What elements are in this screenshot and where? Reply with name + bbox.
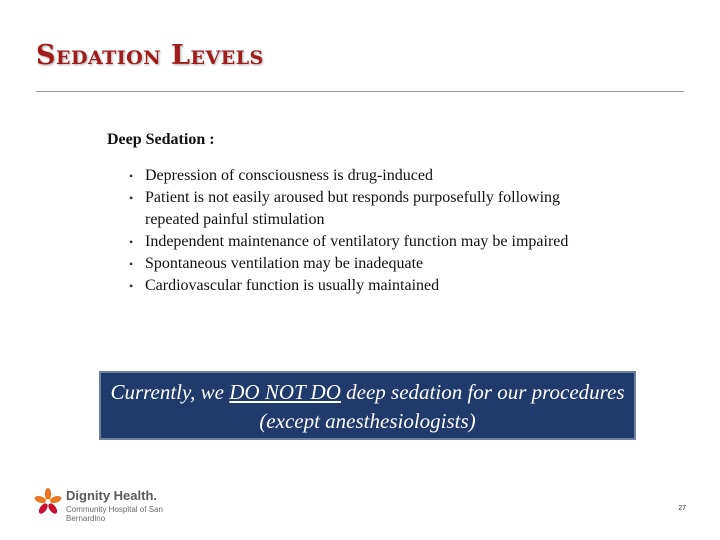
bullet-item: • Cardiovascular function is usually maintained — [127, 275, 597, 297]
logo-subtitle: Community Hospital of San Bernardino — [66, 505, 163, 523]
section-heading: Deep Sedation : — [107, 131, 215, 148]
callout-box — [99, 371, 636, 440]
callout-text-end: deep sedation for our procedures (except anesthesiologists) — [259, 380, 625, 433]
bullet-item: • Patient is not easily aroused but responds purposefully following repeated painful stimulation — [127, 187, 597, 231]
slide-title: Sedation Levels — [36, 40, 264, 71]
bullet-list — [127, 165, 597, 297]
bullet-item: • Depression of consciousness is drug-induced — [127, 165, 597, 187]
dignity-health-logo-icon — [34, 488, 62, 518]
callout-emphasis: DO NOT DO — [229, 380, 341, 404]
logo-name: Dignity Health. — [66, 488, 158, 503]
footer-logo — [34, 488, 184, 532]
page-number: 27 — [678, 505, 686, 512]
bullet-item: • Spontaneous ventilation may be inadequate — [127, 253, 597, 275]
title-divider — [36, 91, 684, 92]
bullet-item: • Independent maintenance of ventilatory function may be impaired — [127, 231, 597, 253]
callout-text-start: Currently, we — [110, 380, 230, 404]
